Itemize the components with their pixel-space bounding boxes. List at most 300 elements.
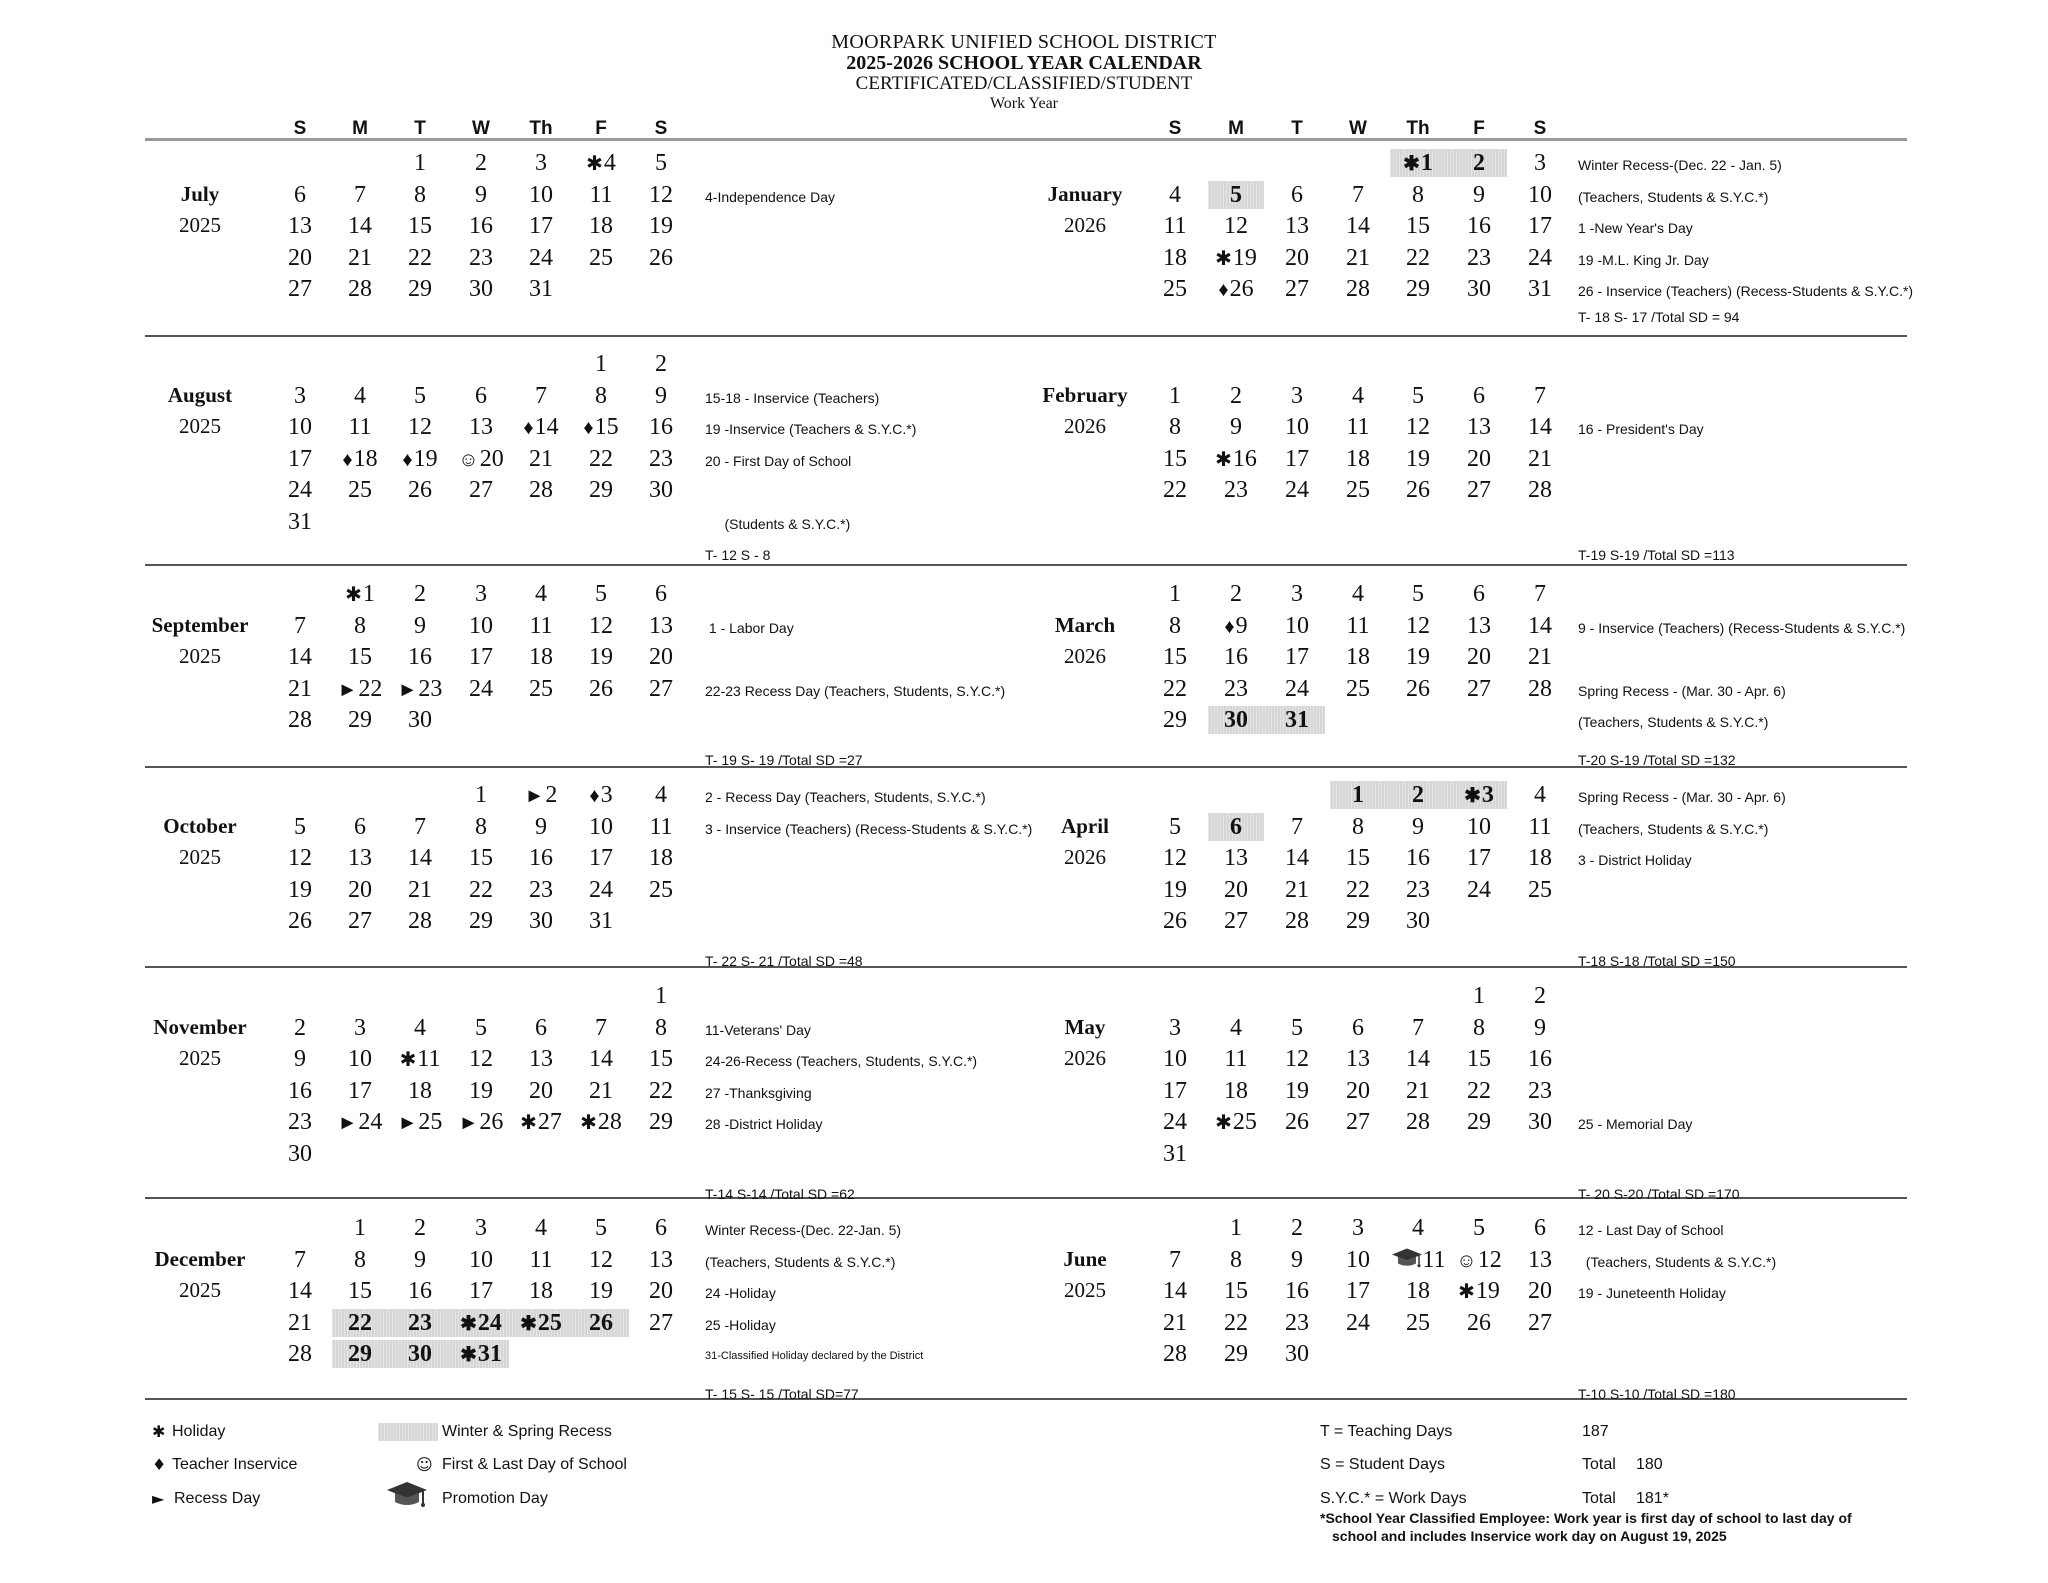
- day-number: 31: [529, 276, 553, 302]
- day-number: 22: [1346, 876, 1370, 903]
- day-number: 21: [1346, 244, 1370, 271]
- calendar-day: [1147, 382, 1203, 410]
- day-number: 27: [1467, 675, 1491, 702]
- month-name-april: April: [1061, 813, 1109, 838]
- calendar-day: [392, 1340, 448, 1368]
- right-note: 26 - Inservice (Teachers) (Recess-Students & S.Y.C.*): [1578, 283, 1914, 299]
- section-divider: [145, 564, 1907, 566]
- day-number: 6: [1473, 581, 1485, 607]
- month-year-april: 2026: [1064, 845, 1106, 869]
- month-name-december: December: [154, 1246, 246, 1271]
- day-number: 10: [469, 1246, 493, 1273]
- totals-march: T-20 S-19 /Total SD =132: [1578, 752, 1736, 768]
- day-number: 13: [1224, 845, 1248, 871]
- calendar-day: [453, 244, 509, 272]
- calendar-day: [1208, 413, 1264, 441]
- calendar-day: [332, 1014, 388, 1042]
- day-number: 14: [589, 1046, 613, 1072]
- day-number: 26: [1163, 908, 1187, 934]
- calendar-day: [1330, 1014, 1386, 1042]
- calendar-day: [272, 244, 328, 272]
- calendar-day: [1147, 612, 1203, 640]
- calendar-day: [392, 612, 448, 640]
- calendar-day: [1330, 612, 1386, 640]
- day-number: 24: [358, 1109, 383, 1135]
- day-number: 27: [1224, 908, 1248, 934]
- calendar-day: [272, 1077, 328, 1105]
- calendar-day: [1147, 275, 1203, 303]
- calendar-day: [453, 1214, 509, 1242]
- right-note: (Teachers, Students & S.Y.C.*): [1578, 1253, 1777, 1270]
- calendar-day: [1269, 844, 1325, 872]
- calendar-day: [1451, 1214, 1507, 1242]
- inservice-icon: ♦: [402, 448, 413, 471]
- calendar-day: [453, 580, 509, 608]
- day-number: 11: [417, 1046, 441, 1072]
- day-number: 2: [655, 351, 667, 377]
- calendar-day: [1330, 445, 1386, 473]
- day-number: 3: [1291, 581, 1303, 607]
- day-number: 6: [655, 581, 667, 607]
- right-note: 12 - Last Day of School: [1578, 1222, 1724, 1238]
- calendar-day: [1208, 382, 1264, 410]
- day-number: 4: [1352, 581, 1364, 607]
- calendar-day: [1451, 612, 1507, 640]
- day-number: 23: [529, 876, 553, 903]
- calendar-day: [272, 413, 328, 441]
- day-number: 8: [1352, 813, 1364, 840]
- teaching-days-label: T = Teaching Days: [1320, 1423, 1453, 1440]
- calendar-day: [1208, 445, 1264, 473]
- day-number: 29: [469, 908, 493, 934]
- calendar-day: [453, 612, 509, 640]
- calendar-day: [1330, 1246, 1386, 1274]
- calendar-day: [1147, 1108, 1203, 1136]
- calendar-day: [332, 844, 388, 872]
- day-number: 30: [288, 1140, 312, 1167]
- day-number: 5: [1412, 382, 1424, 409]
- calendar-day: [1208, 1108, 1264, 1136]
- holiday-icon: ✱: [520, 1112, 537, 1134]
- day-number: 26: [408, 477, 432, 503]
- totals-august: T- 12 S - 8: [705, 547, 771, 563]
- holiday-icon: ✱: [1215, 247, 1232, 270]
- day-number: 29: [1346, 908, 1370, 934]
- day-number: 9: [414, 612, 426, 639]
- day-number: 29: [1224, 1341, 1248, 1367]
- day-number: 20: [1467, 644, 1491, 670]
- district-name: MOORPARK UNIFIED SCHOOL DISTRICT: [831, 31, 1217, 53]
- day-number: 17: [1528, 213, 1552, 239]
- day-number: 8: [475, 813, 487, 840]
- calendar-day: [272, 675, 328, 703]
- calendar-day: [1208, 813, 1264, 841]
- day-number: 30: [1285, 1341, 1309, 1367]
- calendar-day: [332, 476, 388, 504]
- day-number: 28: [288, 707, 312, 733]
- calendar-day: [1390, 445, 1446, 473]
- calendar-day: [1390, 1246, 1446, 1274]
- calendar-day: [1451, 275, 1507, 303]
- calendar-day: [1451, 1277, 1507, 1305]
- day-number: 13: [469, 414, 493, 440]
- calendar-day: [1330, 244, 1386, 272]
- day-number: 25: [1232, 1109, 1257, 1135]
- calendar-day: [1512, 580, 1568, 608]
- day-number: 6: [475, 382, 487, 409]
- day-number: 1: [354, 1215, 366, 1241]
- right-weekday-header: T: [1291, 118, 1303, 139]
- calendar-day: [392, 413, 448, 441]
- day-number: 3: [1481, 782, 1494, 808]
- calendar-day: [1147, 1246, 1203, 1274]
- day-number: 23: [1406, 876, 1430, 903]
- calendar-day: [332, 876, 388, 904]
- calendar-day: [272, 445, 328, 473]
- day-number: 31: [589, 908, 613, 934]
- day-number: 26: [288, 908, 312, 934]
- totals-april: T-18 S-18 /Total SD =150: [1578, 953, 1736, 969]
- day-number: 24: [477, 1309, 502, 1336]
- day-number: 23: [418, 675, 443, 702]
- calendar-day: [573, 844, 629, 872]
- calendar-day: [633, 643, 689, 671]
- holiday-icon: ✱: [580, 1112, 597, 1134]
- day-number: 23: [649, 445, 673, 472]
- day-number: 17: [469, 644, 493, 670]
- day-number: 11: [1346, 612, 1370, 639]
- student-days-total-label: Total: [1582, 1456, 1616, 1473]
- day-number: 5: [595, 1215, 607, 1241]
- calendar-day: [1147, 1045, 1203, 1073]
- day-number: 12: [1285, 1046, 1309, 1072]
- calendar-day: [1512, 1246, 1568, 1274]
- calendar-day: [1451, 813, 1507, 841]
- calendar-day: [573, 675, 629, 703]
- calendar-day: [1451, 181, 1507, 209]
- day-number: 10: [529, 181, 553, 208]
- day-number: 3: [475, 1215, 487, 1241]
- day-number: 6: [354, 813, 366, 840]
- right-note: Spring Recess - (Mar. 30 - Apr. 6): [1578, 682, 1786, 699]
- calendar-day: [633, 1077, 689, 1105]
- calendar-day: [1269, 382, 1325, 410]
- day-number: 9: [475, 181, 487, 208]
- calendar-day: [1147, 413, 1203, 441]
- calendar-day: [1390, 612, 1446, 640]
- calendar-day: [1390, 907, 1446, 935]
- day-number: 6: [1534, 1215, 1546, 1241]
- day-number: 12: [288, 845, 312, 871]
- calendar-day: [513, 844, 569, 872]
- inservice-icon: ♦: [583, 417, 594, 439]
- day-number: 19: [469, 1077, 493, 1104]
- calendar-day: [392, 1214, 448, 1242]
- calendar-day: [1451, 1246, 1507, 1274]
- day-number: 1: [475, 782, 487, 808]
- calendar-day: [392, 212, 448, 240]
- day-number: 14: [1528, 414, 1552, 440]
- calendar-day: [1390, 675, 1446, 703]
- calendar-day: [392, 275, 448, 303]
- calendar-day: [1390, 212, 1446, 240]
- left-note: 11-Veterans' Day: [705, 1021, 811, 1038]
- day-number: 1: [1169, 581, 1181, 607]
- totals-september: T- 19 S- 19 /Total SD =27: [705, 752, 863, 768]
- calendar-day: [1390, 476, 1446, 504]
- day-number: 16: [529, 845, 553, 871]
- calendar-day: [1208, 907, 1264, 935]
- day-number: 8: [655, 1014, 667, 1041]
- calendar-day: [1269, 643, 1325, 671]
- calendar-day: [1330, 1108, 1386, 1136]
- day-number: 11: [1528, 813, 1552, 840]
- calendar-day: [392, 1045, 448, 1073]
- calendar-day: [573, 781, 629, 809]
- day-number: 7: [535, 382, 547, 409]
- day-number: 11: [529, 1246, 553, 1273]
- calendar-day: [272, 1140, 328, 1168]
- calendar-day: [573, 813, 629, 841]
- work-days-total-label: Total: [1582, 1490, 1616, 1507]
- calendar-day: [453, 844, 509, 872]
- day-number: 13: [1467, 414, 1491, 440]
- calendar-day: [1269, 675, 1325, 703]
- day-number: 18: [1406, 1278, 1430, 1304]
- day-number: 22: [469, 876, 493, 903]
- day-number: 22: [1467, 1077, 1491, 1104]
- calendar-day: [392, 476, 448, 504]
- day-number: 30: [1467, 276, 1491, 302]
- calendar-day: [1147, 244, 1203, 272]
- day-number: 12: [589, 1246, 613, 1273]
- right-note: Spring Recess - (Mar. 30 - Apr. 6): [1578, 789, 1786, 805]
- day-number: 2: [414, 581, 426, 607]
- day-number: 17: [288, 445, 312, 472]
- calendar-day: [332, 1340, 388, 1368]
- month-year-february: 2026: [1064, 414, 1106, 438]
- month-name-june: June: [1063, 1246, 1107, 1271]
- calendar-day: [1269, 1214, 1325, 1242]
- calendar-day: [332, 580, 388, 608]
- right-note: 1 -New Year's Day: [1578, 220, 1693, 236]
- right-note: (Teachers, Students & S.Y.C.*): [1578, 188, 1769, 205]
- day-number: 25: [537, 1309, 562, 1336]
- day-number: 20: [649, 1278, 673, 1304]
- calendar-day: [1330, 1077, 1386, 1105]
- calendar-day: [1512, 781, 1568, 809]
- day-number: 4: [1352, 382, 1364, 409]
- day-number: 18: [589, 213, 613, 239]
- month-name-august: August: [167, 382, 233, 407]
- calendar-day: [633, 181, 689, 209]
- day-number: 11: [529, 612, 553, 639]
- calendar-day: [392, 706, 448, 734]
- month-year-november: 2025: [179, 1046, 221, 1070]
- day-number: 28: [1163, 1341, 1187, 1367]
- day-number: 26: [1406, 675, 1430, 702]
- calendar-day: [332, 445, 388, 473]
- calendar-day: [1147, 1277, 1203, 1305]
- day-number: 27: [537, 1109, 562, 1135]
- calendar-day: [1512, 244, 1568, 272]
- day-number: 7: [1169, 1246, 1181, 1273]
- calendar-day: [1330, 813, 1386, 841]
- day-number: 20: [529, 1077, 553, 1104]
- calendar-day: [513, 813, 569, 841]
- calendar-day: [573, 612, 629, 640]
- day-number: 17: [348, 1077, 372, 1104]
- day-number: 22: [408, 244, 432, 271]
- holiday-icon: ✱: [1403, 153, 1420, 175]
- calendar-day: [1330, 907, 1386, 935]
- day-number: 31: [477, 1341, 502, 1367]
- calendar-day: [1390, 149, 1446, 177]
- day-number: 9: [1291, 1246, 1303, 1273]
- day-number: 2: [1412, 782, 1424, 808]
- left-note: 19 -Inservice (Teachers & S.Y.C.*): [705, 421, 917, 437]
- day-number: 25: [649, 876, 673, 903]
- calendar-day: [392, 445, 448, 473]
- day-number: 16: [469, 213, 493, 239]
- day-number: 23: [408, 1309, 432, 1336]
- calendar-subtitle: CERTIFICATED/CLASSIFIED/STUDENT: [855, 73, 1193, 94]
- day-number: 26: [1285, 1109, 1309, 1135]
- day-number: 10: [1285, 414, 1309, 440]
- month-name-may: May: [1064, 1014, 1106, 1039]
- day-number: 12: [649, 181, 673, 208]
- day-number: 23: [1224, 675, 1248, 702]
- calendar-day: [1451, 876, 1507, 904]
- inservice-icon: ♦: [589, 785, 600, 807]
- calendar-day: [573, 382, 629, 410]
- day-number: 18: [1528, 845, 1552, 871]
- month-name-july: July: [180, 181, 220, 206]
- day-number: 9: [1412, 813, 1424, 840]
- right-weekday-header: Th: [1406, 118, 1430, 139]
- calendar-day: [1390, 643, 1446, 671]
- calendar-day: [1390, 1309, 1446, 1337]
- calendar-day: [573, 244, 629, 272]
- day-number: 18: [1163, 244, 1187, 271]
- day-number: 5: [1169, 813, 1181, 840]
- day-number: 11: [1163, 213, 1187, 239]
- day-number: 7: [1534, 382, 1546, 409]
- month-name-march: March: [1054, 612, 1116, 637]
- calendar-day: [1512, 876, 1568, 904]
- calendar-day: [1208, 212, 1264, 240]
- day-number: 27: [1467, 477, 1491, 503]
- day-number: 25: [1346, 477, 1370, 503]
- calendar-day: [633, 982, 689, 1010]
- day-number: 14: [348, 213, 372, 239]
- calendar-day: [1269, 1077, 1325, 1105]
- first-icon: ☺: [458, 448, 479, 471]
- day-number: 24: [288, 477, 312, 503]
- calendar-day: [332, 643, 388, 671]
- calendar-day: [1390, 181, 1446, 209]
- day-number: 16: [1528, 1046, 1552, 1072]
- day-number: 11: [1224, 1046, 1248, 1072]
- holiday-icon: ✱: [345, 584, 362, 606]
- day-number: 30: [408, 1341, 432, 1367]
- day-number: 1: [655, 983, 667, 1009]
- day-number: 31: [1163, 1140, 1187, 1167]
- day-number: 19: [1163, 876, 1187, 903]
- calendar-day: [1451, 1309, 1507, 1337]
- day-number: 16: [649, 414, 673, 440]
- month-year-july: 2025: [179, 213, 221, 237]
- holiday-icon: ✱: [460, 1312, 477, 1335]
- teaching-days-value: 187: [1582, 1423, 1609, 1440]
- day-number: 20: [348, 876, 372, 903]
- day-number: 14: [408, 845, 432, 871]
- day-number: 8: [1412, 181, 1424, 208]
- calendar-day: [392, 1309, 448, 1337]
- left-note: (Teachers, Students & S.Y.C.*): [705, 1253, 896, 1270]
- calendar-day: [1512, 982, 1568, 1010]
- calendar-day: [453, 476, 509, 504]
- calendar-day: [332, 1277, 388, 1305]
- calendar-day: [453, 675, 509, 703]
- recess-icon: ►: [458, 1112, 479, 1134]
- legend-recess: Recess Day: [174, 1490, 261, 1507]
- day-number: 16: [1232, 445, 1257, 472]
- day-number: 24: [469, 675, 493, 702]
- calendar-day: [392, 382, 448, 410]
- day-number: 22: [1406, 244, 1430, 271]
- day-number: 4: [535, 581, 547, 607]
- calendar-day: [1451, 1108, 1507, 1136]
- calendar-day: [453, 275, 509, 303]
- calendar-day: [1147, 907, 1203, 935]
- calendar-day: [1512, 212, 1568, 240]
- calendar-day: [392, 1277, 448, 1305]
- right-note: 25 - Memorial Day: [1578, 1116, 1693, 1132]
- calendar-day: [513, 181, 569, 209]
- day-number: 18: [1346, 644, 1370, 670]
- calendar-day: [1512, 1214, 1568, 1242]
- day-number: 12: [1477, 1246, 1502, 1273]
- calendar-day: [1208, 1246, 1264, 1274]
- day-number: 10: [469, 612, 493, 639]
- calendar-day: [392, 1108, 448, 1136]
- day-number: 5: [1291, 1014, 1303, 1041]
- first-icon: ☺: [1456, 1249, 1477, 1272]
- calendar-day: [1147, 813, 1203, 841]
- calendar-day: [1512, 181, 1568, 209]
- day-number: 3: [475, 581, 487, 607]
- calendar-day: [332, 212, 388, 240]
- day-number: 2: [1473, 150, 1485, 176]
- day-number: 27: [649, 1309, 673, 1336]
- day-number: 20: [1346, 1077, 1370, 1104]
- calendar-day: [573, 1108, 629, 1136]
- recess-icon: ►: [337, 1112, 358, 1134]
- calendar-day: [1451, 675, 1507, 703]
- day-number: 4: [655, 782, 667, 808]
- day-number: 16: [1224, 644, 1248, 670]
- student-days-value: 180: [1636, 1456, 1663, 1473]
- day-number: 13: [1467, 612, 1491, 639]
- day-number: 3: [354, 1014, 366, 1041]
- day-number: 8: [595, 382, 607, 409]
- calendar-day: [1451, 844, 1507, 872]
- calendar-day: [573, 1214, 629, 1242]
- calendar-day: [453, 1045, 509, 1073]
- day-number: 30: [408, 707, 432, 733]
- day-number: 26: [589, 1309, 613, 1336]
